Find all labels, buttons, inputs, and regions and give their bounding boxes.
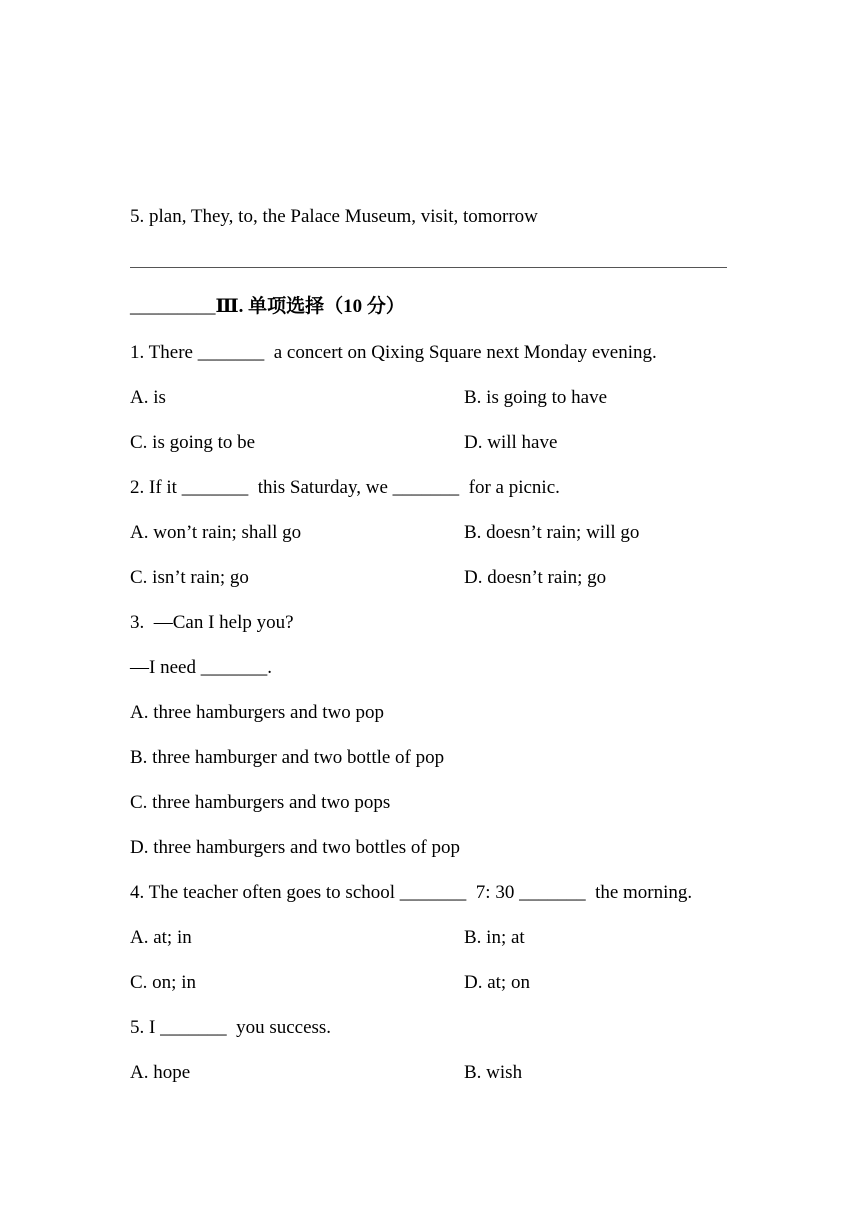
question-1-option-a: A. is bbox=[130, 387, 166, 408]
question-4-stem: 4. The teacher often goes to school _______ 7: 30 _______ the morning. bbox=[130, 882, 693, 903]
question-3-stem: 3. —Can I help you? bbox=[130, 612, 294, 633]
question-4-option-d: D. at; on bbox=[464, 972, 530, 993]
question-5-stem: 5. I _______ you success. bbox=[130, 1017, 332, 1038]
question-2-stem: 2. If it _______ this Saturday, we _______ for a picnic. bbox=[130, 477, 560, 498]
previous-question-5: 5. plan, They, to, the Palace Museum, visit, tomorrow bbox=[130, 206, 538, 227]
section-title: Ⅲ. 单项选择（10 分） bbox=[215, 296, 405, 317]
section-score-blank: _________ bbox=[130, 296, 216, 317]
question-4-option-a: A. at; in bbox=[130, 927, 192, 948]
question-4-option-c: C. on; in bbox=[130, 972, 196, 993]
question-2-option-a: A. won’t rain; shall go bbox=[130, 522, 302, 543]
question-5-option-b: B. wish bbox=[464, 1062, 523, 1083]
question-1-stem: 1. There _______ a concert on Qixing Square next Monday evening. bbox=[130, 342, 657, 363]
question-3-option-b: B. three hamburger and two bottle of pop bbox=[130, 747, 445, 768]
question-3-option-d: D. three hamburgers and two bottles of pop bbox=[130, 837, 460, 858]
question-4-option-b: B. in; at bbox=[464, 927, 525, 948]
question-3-option-a: A. three hamburgers and two pop bbox=[130, 702, 384, 723]
question-2-option-d: D. doesn’t rain; go bbox=[464, 567, 607, 588]
question-3-option-c: C. three hamburgers and two pops bbox=[130, 792, 391, 813]
question-3-stem-reply: —I need _______. bbox=[130, 657, 272, 678]
question-1-option-c: C. is going to be bbox=[130, 432, 256, 453]
question-1-option-d: D. will have bbox=[464, 432, 558, 453]
answer-line bbox=[130, 267, 727, 268]
question-5-option-a: A. hope bbox=[130, 1062, 191, 1083]
question-1-option-b: B. is going to have bbox=[464, 387, 608, 408]
question-2-option-b: B. doesn’t rain; will go bbox=[464, 522, 640, 543]
section-heading bbox=[130, 295, 405, 319]
question-2-option-c: C. isn’t rain; go bbox=[130, 567, 249, 588]
